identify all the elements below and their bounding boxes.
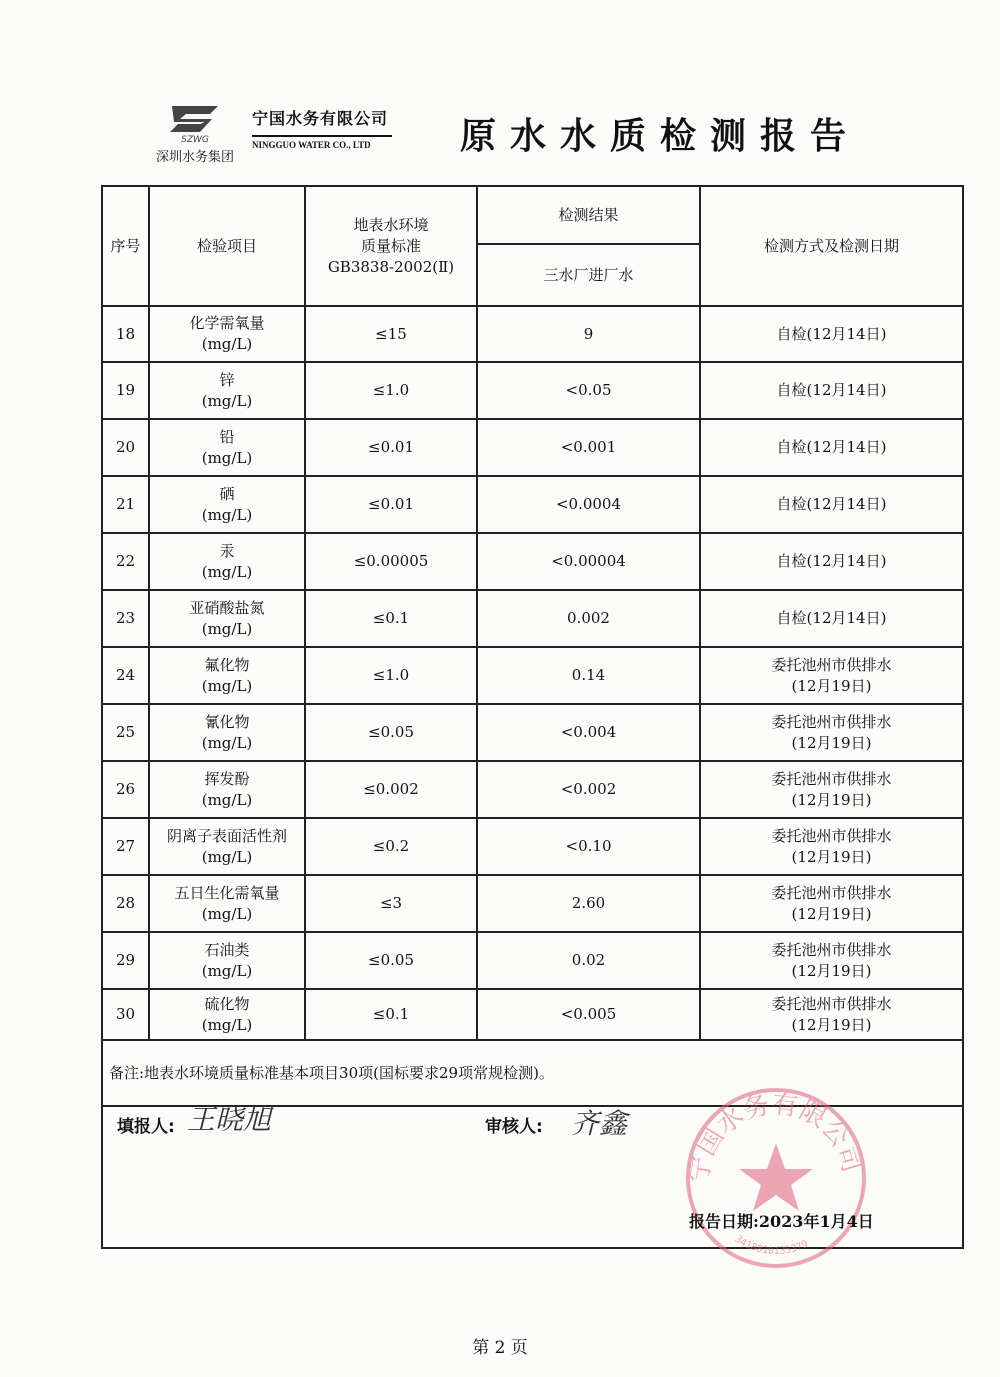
company-block (252, 106, 392, 150)
table-row (102, 761, 963, 818)
row-item (149, 989, 305, 1040)
row-method-line2: (12月19日) (791, 904, 872, 923)
table-row (102, 875, 963, 932)
row-item-unit: (mg/L) (201, 335, 253, 353)
header-standard (305, 186, 477, 306)
row-method (700, 362, 963, 419)
row-standard: ≤0.01 (305, 476, 477, 533)
header-result-sub: 三水厂进厂水 (477, 244, 700, 306)
row-item (149, 818, 305, 875)
logo-caption: 深圳水务集团 (155, 150, 234, 165)
row-method-line2: (12月19日) (791, 676, 872, 695)
swg-logo-icon (160, 100, 230, 144)
row-item-unit: (mg/L) (201, 961, 253, 980)
row-item-name: 五日生化需氧量 (174, 883, 280, 902)
row-method (700, 989, 963, 1040)
row-item-name: 氰化物 (204, 712, 250, 731)
table-row (102, 590, 963, 647)
row-item (149, 932, 305, 989)
row-method-line1: 自检(12月14日) (776, 324, 887, 343)
row-method-line1: 委托池州市供排水 (771, 883, 892, 902)
row-standard: ≤0.00005 (305, 533, 477, 590)
row-result: 2.60 (477, 875, 700, 932)
row-item-name: 硫化物 (204, 994, 250, 1013)
row-method (700, 818, 963, 875)
row-result: <0.005 (477, 989, 700, 1040)
table-row (102, 362, 963, 419)
row-item-unit: (mg/L) (201, 733, 253, 752)
row-method-line1: 自检(12月14日) (776, 609, 887, 627)
row-item-name: 汞 (219, 541, 235, 560)
row-item-unit: (mg/L) (201, 847, 253, 866)
row-seq: 25 (102, 704, 149, 761)
row-method-line2: (12月19日) (791, 733, 872, 752)
row-seq: 18 (102, 306, 149, 362)
row-method-line2: (12月19日) (791, 847, 872, 866)
row-item-name: 铅 (219, 427, 235, 446)
row-method-line1: 委托池州市供排水 (771, 712, 892, 731)
seal-number: 3418810135379 (732, 1233, 811, 1258)
row-method (700, 590, 963, 647)
row-item-unit: (mg/L) (201, 676, 253, 695)
row-item-unit: (mg/L) (201, 562, 253, 581)
header-method: 检测方式及检测日期 (700, 186, 963, 306)
table-row (102, 419, 963, 476)
row-standard: ≤0.05 (305, 704, 477, 761)
company-seal-icon (681, 1083, 871, 1273)
header-standard-line1: 地表水环境 (353, 215, 429, 234)
row-item-unit: (mg/L) (201, 904, 253, 923)
table-row (102, 306, 963, 362)
row-item (149, 533, 305, 590)
row-standard: ≤0.1 (305, 590, 477, 647)
header-standard-line3: GB3838-2002(Ⅱ) (327, 257, 455, 276)
row-seq: 28 (102, 875, 149, 932)
row-method-line1: 委托池州市供排水 (771, 940, 892, 959)
row-standard: ≤15 (305, 306, 477, 362)
row-standard: ≤1.0 (305, 647, 477, 704)
row-method (700, 875, 963, 932)
row-standard: ≤0.2 (305, 818, 477, 875)
row-seq: 30 (102, 989, 149, 1040)
row-result: 0.14 (477, 647, 700, 704)
row-method (700, 306, 963, 362)
row-item (149, 590, 305, 647)
report-title: 原水水质检测报告 (460, 115, 861, 157)
table-row (102, 932, 963, 989)
report-date: 报告日期:2023年1月4日 (689, 1212, 874, 1231)
table-row (102, 476, 963, 533)
header-item: 检验项目 (149, 186, 305, 306)
row-result: 0.02 (477, 932, 700, 989)
table-row (102, 989, 963, 1040)
row-item-unit: (mg/L) (201, 391, 253, 410)
header-seq: 序号 (102, 186, 149, 306)
row-result: 0.002 (477, 590, 700, 647)
row-seq: 24 (102, 647, 149, 704)
row-item-unit: (mg/L) (201, 448, 253, 467)
row-standard: ≤1.0 (305, 362, 477, 419)
table-row (102, 704, 963, 761)
row-result: 9 (477, 306, 700, 362)
water-quality-table (101, 185, 964, 1258)
header-result: 检测结果 (477, 186, 700, 244)
row-method-line2: (12月19日) (791, 961, 872, 980)
row-item-name: 亚硝酸盐氮 (189, 598, 265, 617)
row-item-name: 阴离子表面活性剂 (166, 826, 287, 845)
report-header (0, 0, 1000, 180)
row-method-line2: (12月19日) (791, 790, 872, 809)
row-seq: 22 (102, 533, 149, 590)
row-method-line1: 自检(12月14日) (776, 438, 887, 456)
row-item-name: 硒 (219, 484, 235, 503)
row-seq: 29 (102, 932, 149, 989)
row-item (149, 476, 305, 533)
table-row (102, 533, 963, 590)
row-method (700, 647, 963, 704)
row-standard: ≤3 (305, 875, 477, 932)
row-standard: ≤0.002 (305, 761, 477, 818)
row-seq: 20 (102, 419, 149, 476)
company-name-cn: 宁国水务有限公司 (252, 109, 389, 128)
row-method-line1: 委托池州市供排水 (771, 826, 892, 845)
row-result: <0.002 (477, 761, 700, 818)
row-item-name: 石油类 (204, 940, 250, 959)
row-result: <0.0004 (477, 476, 700, 533)
row-method (700, 419, 963, 476)
reporter-signature: 王晓旭 (187, 1103, 272, 1136)
reviewer-label: 审核人: (485, 1117, 543, 1137)
header-standard-line2: 质量标准 (360, 236, 421, 255)
row-result: <0.10 (477, 818, 700, 875)
row-seq: 26 (102, 761, 149, 818)
row-seq: 19 (102, 362, 149, 419)
row-method-line1: 委托池州市供排水 (771, 769, 892, 788)
reporter-label: 填报人: (117, 1117, 175, 1137)
logo-mark: SZWG (181, 135, 209, 144)
row-result: <0.004 (477, 704, 700, 761)
reviewer-signature: 齐鑫 (571, 1107, 628, 1140)
row-result: <0.05 (477, 362, 700, 419)
row-seq: 21 (102, 476, 149, 533)
row-item-name: 锌 (219, 370, 235, 389)
group-logo (150, 100, 240, 165)
row-item (149, 875, 305, 932)
row-item (149, 761, 305, 818)
row-method-line1: 自检(12月14日) (776, 495, 887, 513)
table-row (102, 818, 963, 875)
table-row (102, 647, 963, 704)
signature-area (102, 1089, 963, 1258)
page-number: 第 2 页 (472, 1338, 528, 1358)
row-seq: 23 (102, 590, 149, 647)
row-result: <0.001 (477, 419, 700, 476)
row-item-unit: (mg/L) (201, 505, 253, 524)
table-body (102, 306, 963, 1040)
row-standard: ≤0.05 (305, 932, 477, 989)
row-method (700, 704, 963, 761)
row-item (149, 419, 305, 476)
seal-text: 宁国水务有限公司 (684, 1089, 867, 1185)
row-item-unit: (mg/L) (201, 619, 253, 638)
row-method-line1: 自检(12月14日) (776, 381, 887, 399)
row-item (149, 704, 305, 761)
row-item-name: 氟化物 (204, 655, 250, 674)
note: 备注:地表水环境质量标准基本项目30项(国标要求29项常规检测)。 (102, 1040, 963, 1106)
row-item (149, 647, 305, 704)
row-item (149, 362, 305, 419)
row-method (700, 761, 963, 818)
row-method (700, 932, 963, 989)
row-result: <0.00004 (477, 533, 700, 590)
row-item (149, 306, 305, 362)
row-item-unit: (mg/L) (201, 1015, 253, 1034)
row-item-name: 挥发酚 (204, 769, 250, 788)
row-item-unit: (mg/L) (201, 790, 253, 809)
row-method-line1: 委托池州市供排水 (771, 994, 892, 1013)
row-method-line1: 自检(12月14日) (776, 552, 887, 570)
row-method-line2: (12月19日) (791, 1015, 872, 1034)
company-name-en: NINGGUO WATER CO., LTD (252, 135, 392, 150)
row-standard: ≤0.1 (305, 989, 477, 1040)
row-method (700, 476, 963, 533)
row-standard: ≤0.01 (305, 419, 477, 476)
row-method (700, 533, 963, 590)
row-seq: 27 (102, 818, 149, 875)
row-method-line1: 委托池州市供排水 (771, 655, 892, 674)
row-item-name: 化学需氧量 (189, 314, 265, 332)
